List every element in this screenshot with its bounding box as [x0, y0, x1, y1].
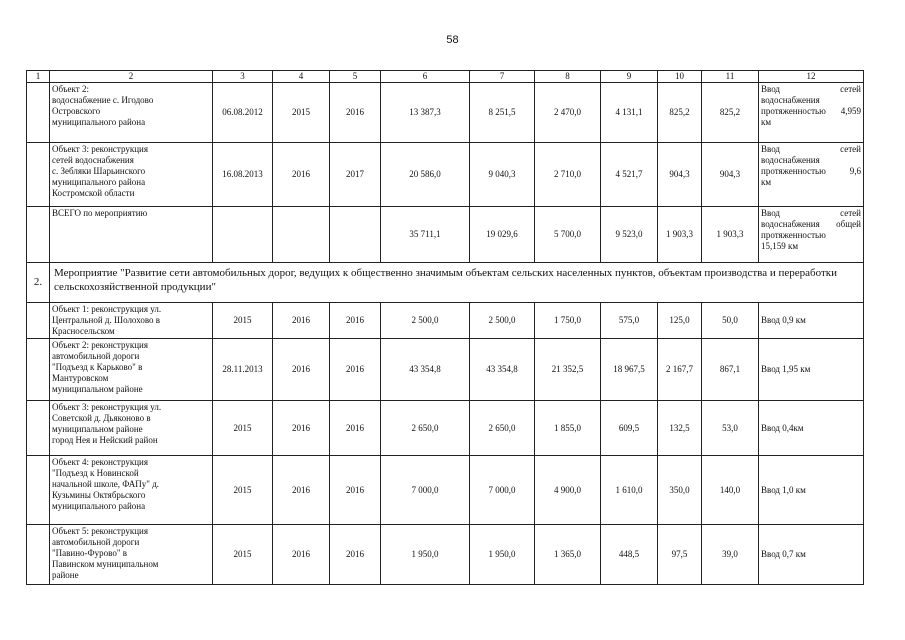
cell-c9: 18 967,5 — [601, 339, 658, 401]
column-number: 1 — [27, 71, 50, 83]
row-number — [27, 207, 50, 263]
result-note: Ввод 1,0 км — [759, 456, 864, 525]
cell-c5 — [330, 207, 381, 263]
cell-c4: 2016 — [273, 339, 330, 401]
result-note: Ввод 0,7 км — [759, 525, 864, 585]
cell-c3 — [213, 207, 273, 263]
column-number: 7 — [470, 71, 535, 83]
object-name-line: Советской д. Дьяконово в — [52, 413, 151, 423]
result-note: Ввод 0,9 км — [759, 303, 864, 339]
cell-c6: 2 500,0 — [381, 303, 470, 339]
cell-c9: 609,5 — [601, 401, 658, 456]
cell-c10: 2 167,7 — [658, 339, 702, 401]
cell-c5: 2016 — [330, 525, 381, 585]
object-name — [50, 456, 213, 525]
cell-c3: 2015 — [213, 401, 273, 456]
result-note-line: Ввод сетей — [761, 144, 861, 154]
object-name-line: Центральной д. Шолохово в — [52, 315, 161, 325]
object-name-line: водоснабжение с. Игодово — [52, 95, 154, 105]
cell-c4: 2016 — [273, 143, 330, 207]
cell-c3: 06.08.2012 — [213, 83, 273, 143]
row-number — [27, 525, 50, 585]
column-number: 4 — [273, 71, 330, 83]
cell-c6: 43 354,8 — [381, 339, 470, 401]
cell-c4: 2016 — [273, 303, 330, 339]
cell-c10: 350,0 — [658, 456, 702, 525]
cell-c7: 9 040,3 — [470, 143, 535, 207]
cell-c4: 2016 — [273, 401, 330, 456]
object-name-line: районе — [52, 570, 79, 580]
table-row — [27, 456, 864, 525]
cell-c8: 21 352,5 — [535, 339, 601, 401]
result-note-line: Ввод сетей — [761, 84, 861, 94]
cell-c8: 1 750,0 — [535, 303, 601, 339]
object-name — [50, 401, 213, 456]
cell-c6: 20 586,0 — [381, 143, 470, 207]
result-note: Ввод 1,95 км — [759, 339, 864, 401]
cell-c8: 2 710,0 — [535, 143, 601, 207]
cell-c3: 16.08.2013 — [213, 143, 273, 207]
object-name-line: Объект 2: реконструкция — [52, 340, 148, 350]
object-name-line: автомобильной дороги — [52, 537, 140, 547]
object-name-line: сетей водоснабжения — [52, 155, 134, 165]
cell-c9: 4 521,7 — [601, 143, 658, 207]
object-name — [50, 83, 213, 143]
object-name-line: Мантуровском — [52, 373, 109, 383]
object-name-line: Красносельском — [52, 326, 115, 336]
object-name-line: ВСЕГО по мероприятию — [52, 208, 148, 218]
object-name-line: начальной школе, ФАПу" д. — [52, 479, 160, 489]
object-name-line: муниципальном районе — [52, 424, 143, 434]
section-number: 2. — [27, 263, 50, 303]
cell-c10: 97,5 — [658, 525, 702, 585]
cell-c5: 2017 — [330, 143, 381, 207]
cell-c10: 125,0 — [658, 303, 702, 339]
object-name-line: Объект 1: реконструкция ул. — [52, 304, 162, 314]
row-number — [27, 456, 50, 525]
result-note: Ввод 0,4км — [759, 401, 864, 456]
result-note-line: протяженностью 9,6 — [761, 166, 861, 176]
cell-c3: 2015 — [213, 525, 273, 585]
object-name — [50, 143, 213, 207]
cell-c5: 2016 — [330, 303, 381, 339]
result-note-line: Ввод сетей — [761, 208, 861, 218]
cell-c7: 2 500,0 — [470, 303, 535, 339]
cell-c10: 132,5 — [658, 401, 702, 456]
object-name-line: муниципального района — [52, 177, 146, 187]
object-name-line: муниципальном районе — [52, 384, 143, 394]
cell-c6: 13 387,3 — [381, 83, 470, 143]
cell-c11: 867,1 — [702, 339, 759, 401]
column-number: 6 — [381, 71, 470, 83]
result-note — [759, 83, 864, 143]
cell-c7: 8 251,5 — [470, 83, 535, 143]
row-number — [27, 83, 50, 143]
table-body — [27, 71, 864, 585]
cell-c11: 825,2 — [702, 83, 759, 143]
cell-c6: 7 000,0 — [381, 456, 470, 525]
object-name-line: с. Зебляки Шарьинского — [52, 166, 146, 176]
cell-c9: 1 610,0 — [601, 456, 658, 525]
cell-c6: 1 950,0 — [381, 525, 470, 585]
cell-c9: 448,5 — [601, 525, 658, 585]
table-row — [27, 83, 864, 143]
result-note-line: протяженностью — [761, 230, 826, 240]
program-table — [26, 70, 864, 585]
cell-c11: 904,3 — [702, 143, 759, 207]
result-note-line: км — [761, 177, 772, 187]
column-number-row — [27, 71, 864, 83]
object-name-line: "Павино-Фурово" в — [52, 548, 128, 558]
cell-c9: 4 131,1 — [601, 83, 658, 143]
cell-c4: 2016 — [273, 456, 330, 525]
object-name — [50, 303, 213, 339]
cell-c8: 1 855,0 — [535, 401, 601, 456]
result-note-line: протяженностью 4,959 — [761, 106, 861, 116]
table-row — [27, 207, 864, 263]
cell-c9: 9 523,0 — [601, 207, 658, 263]
column-number: 8 — [535, 71, 601, 83]
cell-c6: 35 711,1 — [381, 207, 470, 263]
table-row — [27, 339, 864, 401]
row-number — [27, 303, 50, 339]
cell-c7: 2 650,0 — [470, 401, 535, 456]
cell-c10: 825,2 — [658, 83, 702, 143]
object-name-line: "Подъезд к Новинской — [52, 468, 139, 478]
table-row — [27, 401, 864, 456]
cell-c11: 50,0 — [702, 303, 759, 339]
row-number — [27, 401, 50, 456]
result-note-line: водоснабжения — [761, 155, 820, 165]
cell-c7: 43 354,8 — [470, 339, 535, 401]
cell-c7: 7 000,0 — [470, 456, 535, 525]
cell-c10: 1 903,3 — [658, 207, 702, 263]
cell-c11: 1 903,3 — [702, 207, 759, 263]
row-number — [27, 339, 50, 401]
page-number: 58 — [446, 34, 459, 46]
cell-c7: 19 029,6 — [470, 207, 535, 263]
object-name-line: муниципального района — [52, 117, 146, 127]
column-number: 5 — [330, 71, 381, 83]
cell-c11: 53,0 — [702, 401, 759, 456]
object-name — [50, 207, 213, 263]
cell-c6: 2 650,0 — [381, 401, 470, 456]
cell-c4: 2015 — [273, 83, 330, 143]
result-note-line: 15,159 км — [761, 241, 799, 251]
object-name-line: Объект 3: реконструкция — [52, 144, 148, 154]
object-name — [50, 339, 213, 401]
section-title: Мероприятие "Развитие сети автомобильных дорог, ведущих к общественно значимым объектам сельских населенных пунктов, объектам производства и переработки сельскохозяйственной продукции" — [50, 263, 864, 303]
result-note — [759, 143, 864, 207]
cell-c4: 2016 — [273, 525, 330, 585]
cell-c7: 1 950,0 — [470, 525, 535, 585]
cell-c5: 2016 — [330, 401, 381, 456]
cell-c10: 904,3 — [658, 143, 702, 207]
object-name-line: Островского — [52, 106, 101, 116]
column-number: 9 — [601, 71, 658, 83]
object-name-line: город Нея и Нейский район — [52, 435, 158, 445]
object-name-line: автомобильной дороги — [52, 351, 140, 361]
cell-c3: 2015 — [213, 303, 273, 339]
result-note — [759, 207, 864, 263]
cell-c3: 2015 — [213, 456, 273, 525]
column-number: 12 — [759, 71, 864, 83]
object-name-line: Павинском муниципальном — [52, 559, 159, 569]
cell-c8: 1 365,0 — [535, 525, 601, 585]
cell-c8: 4 900,0 — [535, 456, 601, 525]
result-note-line: водоснабжения общей — [761, 219, 861, 229]
column-number: 10 — [658, 71, 702, 83]
cell-c5: 2016 — [330, 83, 381, 143]
section-row — [27, 263, 864, 303]
object-name — [50, 525, 213, 585]
table-row — [27, 143, 864, 207]
object-name-line: "Подъезд к Карьково" в — [52, 362, 143, 372]
cell-c3: 28.11.2013 — [213, 339, 273, 401]
cell-c8: 5 700,0 — [535, 207, 601, 263]
column-number: 11 — [702, 71, 759, 83]
row-number — [27, 143, 50, 207]
cell-c8: 2 470,0 — [535, 83, 601, 143]
object-name-line: Объект 3: реконструкция ул. — [52, 402, 162, 412]
column-number: 2 — [50, 71, 213, 83]
cell-c11: 39,0 — [702, 525, 759, 585]
table-row — [27, 525, 864, 585]
object-name-line: Объект 4: реконструкция — [52, 457, 148, 467]
result-note-line: км — [761, 117, 772, 127]
object-name-line: муниципального района — [52, 501, 146, 511]
cell-c4 — [273, 207, 330, 263]
cell-c11: 140,0 — [702, 456, 759, 525]
result-note-line: водоснабжения — [761, 95, 820, 105]
cell-c5: 2016 — [330, 456, 381, 525]
cell-c9: 575,0 — [601, 303, 658, 339]
cell-c5: 2016 — [330, 339, 381, 401]
table-row — [27, 303, 864, 339]
column-number: 3 — [213, 71, 273, 83]
object-name-line: Объект 2: — [52, 84, 89, 94]
object-name-line: Объект 5: реконструкция — [52, 526, 148, 536]
object-name-line: Кузьмины Октябрьского — [52, 490, 146, 500]
object-name-line: Костромской области — [52, 188, 135, 198]
